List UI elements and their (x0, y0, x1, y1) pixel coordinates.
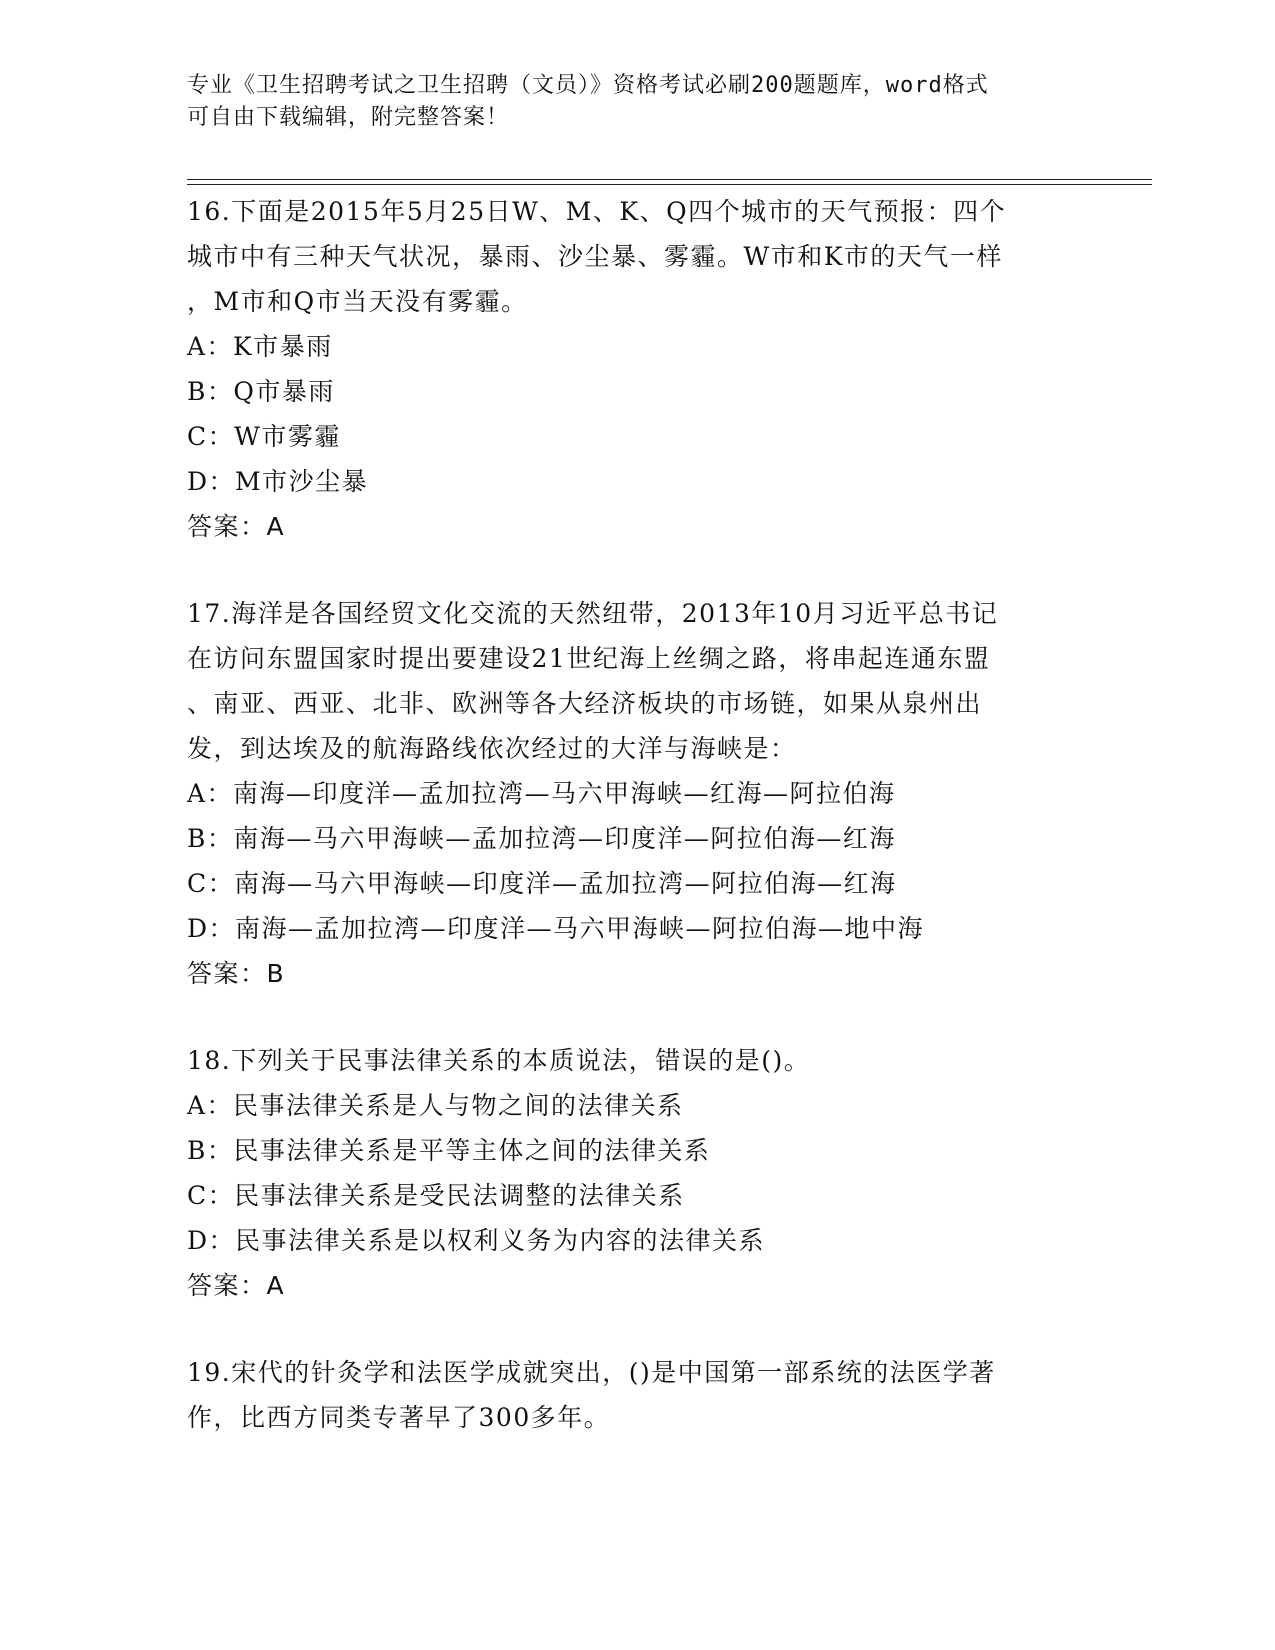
document-header (187, 70, 1067, 134)
question-18 (187, 1038, 1087, 1308)
header-divider-top (187, 179, 1152, 180)
option-d: D：民事法律关系是以权利义务为内容的法律关系 (187, 1226, 766, 1255)
question-text-line: 城市中有三种天气状况，暴雨、沙尘暴、雾霾。W市和K市的天气一样 (187, 242, 1003, 271)
answer-label: 答案：B (187, 959, 286, 988)
question-17 (187, 591, 1087, 996)
question-text-line: 19.宋代的针灸学和法医学成就突出，()是中国第一部系统的法医学著 (187, 1358, 996, 1387)
question-text-line: 18.下列关于民事法律关系的本质说法，错误的是()。 (187, 1046, 811, 1075)
option-c: C：南海—马六甲海峡—印度洋—孟加拉湾—阿拉伯海—红海 (187, 869, 897, 898)
question-16 (187, 189, 1087, 549)
option-c: C：W市雾霾 (187, 422, 341, 451)
question-list (187, 189, 1087, 1440)
option-a: A：南海—印度洋—孟加拉湾—马六甲海峡—红海—阿拉伯海 (187, 779, 896, 808)
question-text-line: ，M市和Q市当天没有雾霾。 (187, 287, 528, 316)
question-text-line: 16.下面是2015年5月25日W、M、K、Q四个城市的天气预报：四个 (187, 197, 1007, 226)
option-d: D：M市沙尘暴 (187, 467, 369, 496)
header-line-2: 可自由下载编辑，附完整答案！ (187, 105, 510, 130)
option-c: C：民事法律关系是受民法调整的法律关系 (187, 1181, 685, 1210)
question-text-line: 17.海洋是各国经贸文化交流的天然纽带，2013年10月习近平总书记 (187, 599, 999, 628)
option-b: B：南海—马六甲海峡—孟加拉湾—印度洋—阿拉伯海—红海 (187, 824, 896, 853)
header-line-1: 专业《卫生招聘考试之卫生招聘（文员）》资格考试必刷200题题库，word格式 (187, 73, 989, 98)
question-text-line: 作，比西方同类专著早了300多年。 (187, 1403, 611, 1432)
option-a: A：K市暴雨 (187, 332, 333, 361)
option-d: D：南海—孟加拉湾—印度洋—马六甲海峡—阿拉伯海—地中海 (187, 914, 925, 943)
answer-label: 答案：A (187, 512, 286, 541)
question-text-line: 发，到达埃及的航海路线依次经过的大洋与海峡是： (187, 734, 797, 763)
option-b: B：Q市暴雨 (187, 377, 335, 406)
question-19 (187, 1350, 1087, 1440)
question-text-line: 在访问东盟国家时提出要建设21世纪海上丝绸之路，将串起连通东盟 (187, 644, 991, 673)
answer-label: 答案：A (187, 1271, 286, 1300)
question-text-line: 、南亚、西亚、北非、欧洲等各大经济板块的市场链，如果从泉州出 (187, 689, 983, 718)
option-a: A：民事法律关系是人与物之间的法律关系 (187, 1091, 684, 1120)
option-b: B：民事法律关系是平等主体之间的法律关系 (187, 1136, 711, 1165)
header-divider-bottom (187, 184, 1152, 185)
